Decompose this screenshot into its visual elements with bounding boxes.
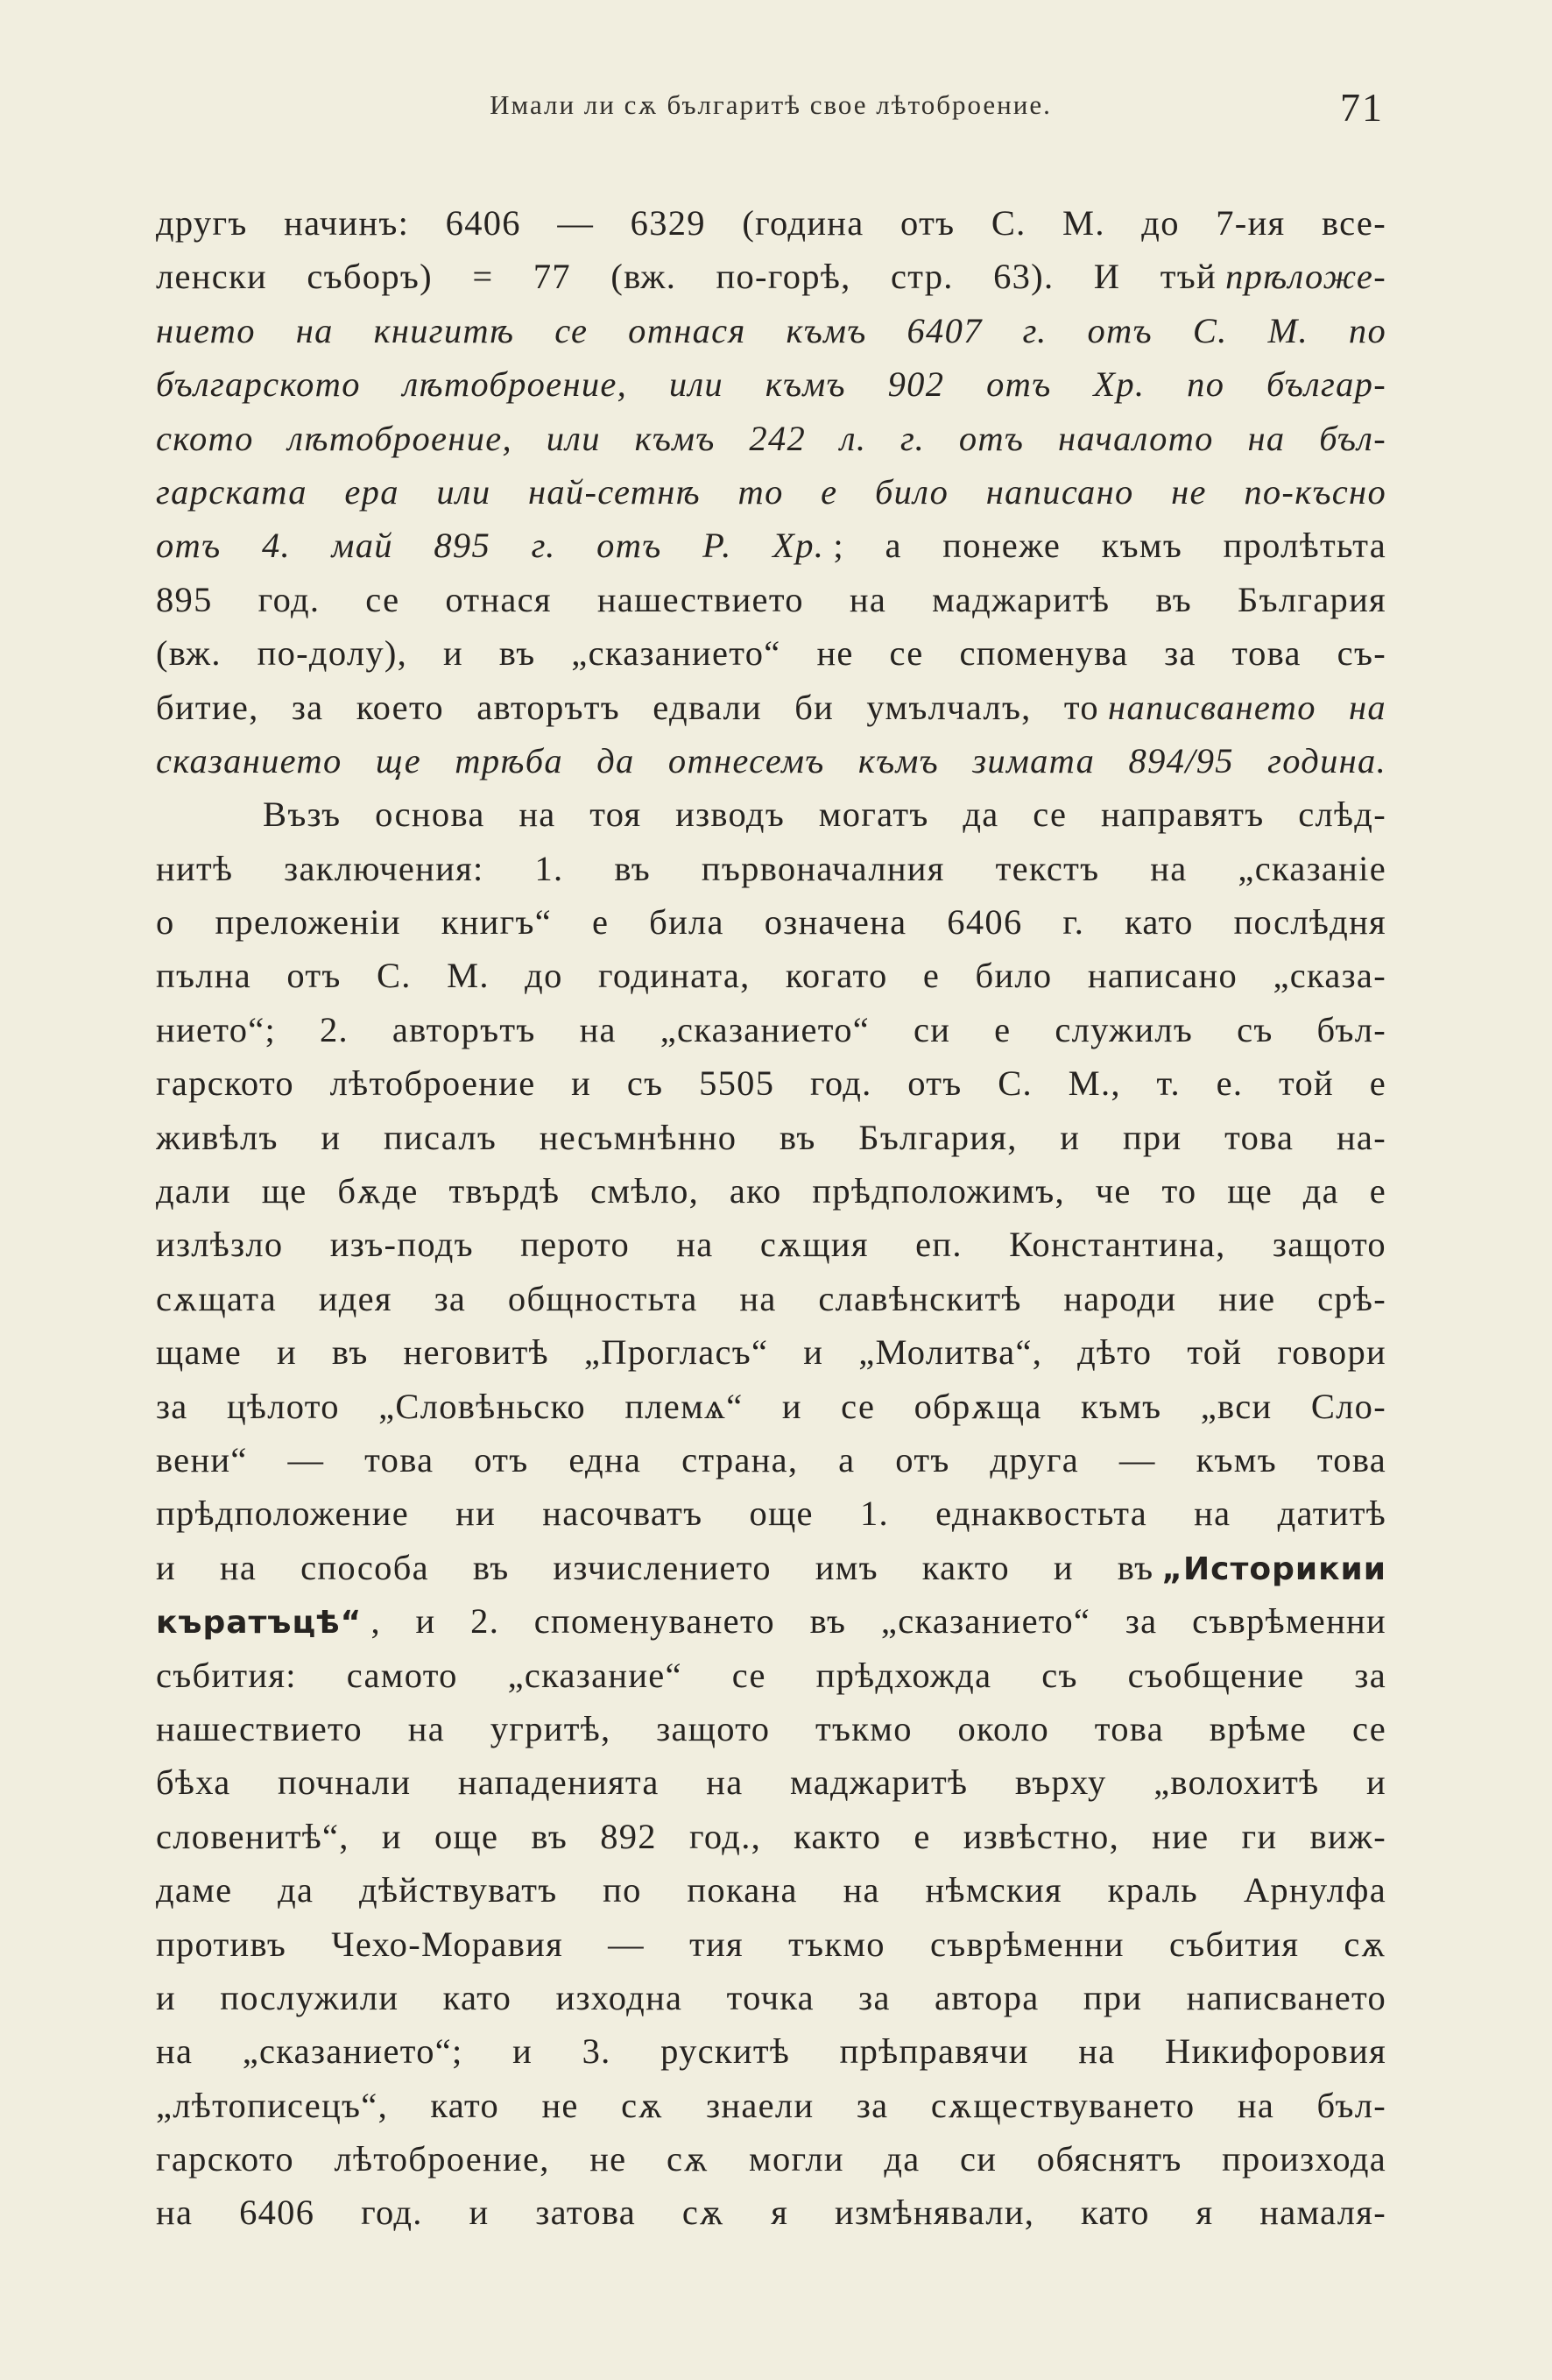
text-line [156, 626, 1386, 680]
text-run: и на способа въ изчислението имъ както и въ [156, 1547, 1154, 1587]
text-line [156, 734, 1386, 787]
text-line [156, 1649, 1386, 1702]
text-run: прѣдположение ни насочватъ още 1. еднаквостьта на датитѣ [156, 1494, 1386, 1534]
text-run: сѫщата идея за общностьта на славѣнскитѣ народи ние срѣ- [156, 1278, 1386, 1318]
text-line [156, 842, 1386, 895]
text-line [156, 1917, 1386, 1971]
text-line [156, 1541, 1386, 1594]
text-line [156, 573, 1386, 626]
text-run: за цѣлото „Словѣньско племѧ“ и се обрѫща къмъ „вси Сло- [156, 1386, 1386, 1426]
text-run: битие, за което авторътъ едвали би умълчалъ, то [156, 687, 1099, 727]
text-line [156, 1380, 1386, 1433]
text-run: и послужили като изходна точка за автора при написването [156, 1977, 1386, 2017]
text-run: даме да дѣйствуватъ по покана на нѣмския краль Арнулфа [156, 1870, 1386, 1910]
text-line [156, 1810, 1386, 1863]
italic-run: ското лѣтоброение, или къмъ 242 л. г. отъ началото на бъл- [156, 418, 1386, 458]
text-line [156, 1056, 1386, 1110]
text-line [156, 1702, 1386, 1755]
text-line [156, 2132, 1386, 2186]
text-line [156, 2186, 1386, 2239]
text-line [156, 1755, 1386, 1809]
text-run: нитѣ заключения: 1. въ първоначалния текстъ на „сказаніе [156, 848, 1386, 888]
text-run: словенитѣ“, и още въ 892 год., както е извѣстно, ние ги виж- [156, 1816, 1386, 1856]
text-run: бѣха почнали нападенията на маджаритѣ върху „волохитѣ и [156, 1762, 1386, 1803]
text-run: живѣлъ и писалъ несъмнѣнно въ България, и при това на- [156, 1117, 1386, 1157]
text-run: противъ Чехо-Моравия — тия тъкмо съврѣменни събития сѫ [156, 1924, 1386, 1964]
text-line [156, 1325, 1386, 1379]
text-line [156, 519, 1386, 572]
text-line [156, 1433, 1386, 1487]
text-line [156, 1971, 1386, 2024]
running-title: Имали ли сѫ българитѣ свое лѣтоброение. [490, 89, 1052, 120]
italic-run: гарската ера или най-сетнѣ то е било написано не по-късно [156, 471, 1386, 512]
bold-run: къратъцѣ“ [156, 1605, 363, 1642]
text-run: на „сказанието“; и 3. рускитѣ прѣправячи на Никифоровия [156, 2031, 1386, 2072]
text-line [156, 304, 1386, 357]
text-run: (вж. по-долу), и въ „сказанието“ не се споменува за това съ- [156, 633, 1386, 674]
text-run: щаме и въ неговитѣ „Прогласъ“ и „Молитва“, дѣто той говори [156, 1332, 1386, 1373]
text-run: вени“ — това отъ една страна, а отъ друга — къмъ това [156, 1439, 1386, 1480]
body-text [156, 196, 1386, 2240]
text-line [156, 895, 1386, 949]
text-run: дали ще бѫде твърдѣ смѣло, ако прѣдположимъ, че то ще да е [156, 1171, 1386, 1211]
text-run: пълна отъ С. М. до годината, когато е било написано „сказа- [156, 956, 1386, 996]
text-run: Възъ основа на тоя изводъ могатъ да се направятъ слѣд- [263, 795, 1386, 835]
text-line [156, 250, 1386, 303]
page-number: 71 [1340, 85, 1384, 130]
text-line [156, 1003, 1386, 1056]
text-run: събития: самото „сказание“ се прѣдхожда съ съобщение за [156, 1655, 1386, 1695]
text-run: на 6406 год. и затова сѫ я измѣнявали, като я намаля- [156, 2193, 1386, 2233]
italic-run: прѣложе- [1225, 257, 1386, 297]
text-run: 895 год. се отнася нашествието на маджаритѣ въ България [156, 579, 1386, 619]
text-run: ленски съборъ) = 77 (вж. по-горѣ, стр. 63). И тъй [156, 257, 1217, 297]
text-run: нието“; 2. авторътъ на „сказанието“ си е служилъ съ бъл- [156, 1009, 1386, 1049]
text-line [156, 787, 1386, 841]
text-run: гарското лѣтоброение, не сѫ могли да си обяснятъ произхода [156, 2139, 1386, 2179]
text-line [156, 1594, 1386, 1648]
text-run: другъ начинъ: 6406 — 6329 (година отъ С. М. до 7-ия все- [156, 203, 1386, 243]
text-run: ; а понеже къмъ пролѣтьта [833, 526, 1386, 566]
text-run: о преложеніи книгъ“ е била означена 6406 г. като послѣдня [156, 902, 1386, 943]
text-line [156, 1218, 1386, 1271]
text-line [156, 465, 1386, 519]
text-run: излѣзло изъ-подъ перото на сѫщия еп. Константина, защото [156, 1225, 1386, 1265]
text-line [156, 949, 1386, 1002]
text-run: нашествието на угритѣ, защото тъкмо около това врѣме се [156, 1708, 1386, 1748]
italic-run: сказанието ще трѣба да отнесемъ къмъ зимата 894/95 година. [156, 740, 1386, 780]
text-line [156, 2024, 1386, 2078]
text-line [156, 1111, 1386, 1164]
text-run: „лѣтописецъ“, като не сѫ знаели за сѫществуването на бъл- [156, 2085, 1386, 2125]
bold-run: „Историкии [1161, 1550, 1386, 1587]
italic-run: написването на [1108, 687, 1386, 727]
text-line [156, 681, 1386, 734]
italic-run: нието на книгитѣ се отнася къмъ 6407 г. отъ С. М. по [156, 310, 1386, 350]
text-line [156, 1164, 1386, 1218]
running-head [158, 84, 1384, 137]
text-run: гарското лѣтоброение и съ 5505 год. отъ С. М., т. е. той е [156, 1063, 1386, 1104]
text-run: , и 2. споменуването въ „сказанието“ за съврѣменни [370, 1601, 1386, 1642]
text-line [156, 1272, 1386, 1325]
text-line [156, 357, 1386, 411]
text-line [156, 1487, 1386, 1540]
text-line [156, 412, 1386, 465]
text-line [156, 196, 1386, 250]
italic-run: отъ 4. май 895 г. отъ Р. Хр. [156, 526, 825, 566]
text-line [156, 2079, 1386, 2132]
italic-run: българското лѣтоброение, или къмъ 902 отъ Хр. по българ- [156, 364, 1386, 405]
text-line [156, 1863, 1386, 1917]
